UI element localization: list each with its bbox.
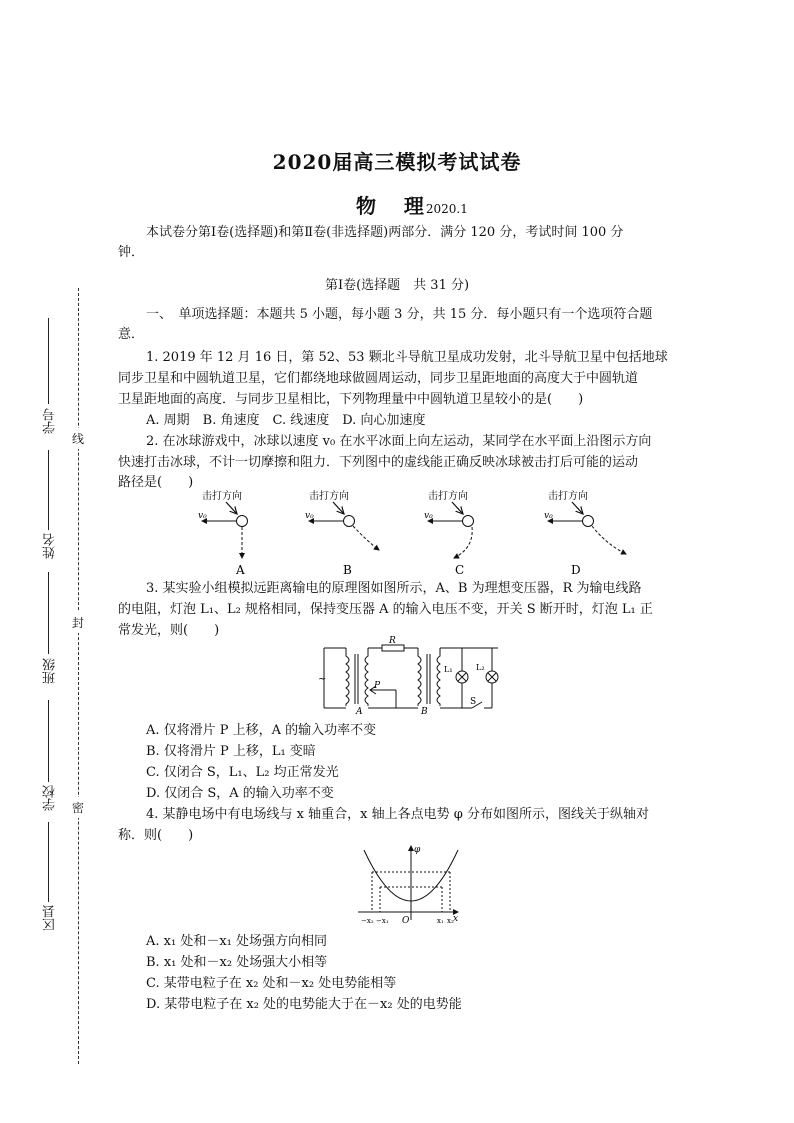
neg-x1-label: −x₁ [376, 917, 389, 925]
velocity-label: v₀ [305, 511, 314, 521]
transformer-a-label: A [356, 707, 363, 717]
field-label-school: 学校 [43, 785, 58, 811]
q4-option-a: A. x₁ 处和－x₁ 处场强方向相同 [146, 934, 328, 949]
q2-line-1: 2. 在冰球游戏中，冰球以速度 v₀ 在水平冰面上向左运动，某同学在水平面上沿图示方向 [146, 434, 652, 449]
velocity-label: v₀ [424, 511, 433, 521]
intro-line-1: 本试卷分第Ⅰ卷(选择题)和第Ⅱ卷(非选择题)两部分．满分 120 分，考试时间 100 分 [146, 225, 624, 240]
transformer-b-label: B [421, 707, 428, 717]
switch-label: S [470, 697, 477, 707]
q3-option-c: C. 仅闭合 S，L₁、L₂ 均正常发光 [146, 765, 339, 780]
field-blank-class[interactable] [48, 572, 49, 654]
x1-label: x₁ [437, 917, 444, 925]
q4-potential-graph [356, 842, 466, 926]
field-blank-district[interactable] [48, 822, 49, 902]
intro-line-2: 钟． [118, 245, 145, 260]
q4-line-1: 4. 某静电场中有电场线与 x 轴重合，x 轴上各点电势 φ 分布如图所示，图线关于纵轴对 [146, 807, 649, 822]
q2-line-3: 路径是( ) [118, 475, 194, 490]
subject-heading [356, 190, 468, 219]
seal-char-seal: 封 [72, 612, 84, 633]
subject-name: 物 理 [356, 194, 424, 218]
resistor-label: R [389, 636, 396, 646]
slider-label: P [374, 681, 381, 691]
hit-direction-label: 击打方向 [548, 491, 588, 502]
panel-label-c: C [455, 563, 465, 577]
phi-axis-label: φ [414, 845, 421, 855]
velocity-label: v₀ [544, 511, 553, 521]
field-label-name: 姓名 [43, 533, 58, 559]
hit-direction-label: 击打方向 [428, 491, 468, 502]
field-label-class: 班级 [43, 658, 58, 684]
field-blank-name[interactable] [48, 450, 49, 530]
q4-option-c: C. 某带电粒子在 x₂ 处和－x₂ 处电势能相等 [146, 976, 397, 991]
q2-panel-c [424, 489, 474, 577]
q3-line-2: 的电阻，灯泡 L₁、L₂ 规格相同，保持变压器 A 的输入电压不变，开关 S 断开时，灯泡 L₁ 正 [118, 602, 653, 617]
q4-option-b: B. x₁ 处和－x₂ 处场强大小相等 [146, 955, 328, 970]
q2-figure [180, 486, 660, 578]
field-blank-school[interactable] [48, 700, 49, 782]
panel-label-d: D [571, 563, 581, 577]
field-label-district: 区县 [43, 905, 58, 931]
lamp-1-label: L₁ [444, 665, 453, 674]
q4-option-d: D. 某带电粒子在 x₂ 处的电势能大于在－x₂ 处的电势能 [146, 997, 462, 1012]
q1-line-2: 同步卫星和中圆轨道卫星，它们都绕地球做圆周运动，同步卫星距地面的高度大于中圆轨道 [118, 371, 639, 386]
q3-option-b: B. 仅将滑片 P 上移，L₁ 变暗 [146, 744, 316, 759]
binding-dashed-line [78, 288, 79, 1064]
velocity-label: v₀ [198, 511, 207, 521]
q2-panel-b [305, 489, 379, 577]
q3-option-a: A. 仅将滑片 P 上移，A 的输入功率不变 [146, 723, 377, 738]
x-axis-label: x [453, 914, 459, 924]
hit-direction-label: 击打方向 [202, 491, 242, 502]
q4-line-2: 称．则( ) [118, 828, 194, 843]
seal-char-secret: 密 [72, 797, 84, 818]
q2-panel-d [544, 489, 626, 577]
q3-circuit-diagram [318, 636, 504, 717]
field-blank-student-id[interactable] [48, 318, 49, 404]
neg-x2-label: −x₂ [361, 917, 374, 925]
part1-heading-line-2: 意． [118, 327, 145, 342]
hit-direction-label: 击打方向 [309, 491, 349, 502]
q2-panel-a [198, 489, 248, 577]
seal-char-line: 线 [72, 428, 84, 449]
panel-label-b: B [343, 563, 352, 577]
q3-line-1: 3. 某实验小组模拟远距离输电的原理图如图所示，A、B 为理想变压器，R 为输电线路 [146, 581, 642, 596]
q3-option-d: D. 仅闭合 S，A 的输入功率不变 [146, 786, 334, 801]
q1-options: A. 周期 B. 角速度 C. 线速度 D. 向心加速度 [146, 413, 426, 428]
x2-label: x₂ [447, 917, 454, 925]
q1-line-3: 卫星距地面的高度．与同步卫星相比，下列物理量中中圆轨道卫星较小的是( ) [118, 392, 584, 407]
q2-line-2: 快速打击冰球，不计一切摩擦和阻力．下列图中的虚线能正确反映冰球被击打后可能的运动 [118, 455, 639, 470]
exam-date: 2020.1 [425, 202, 468, 216]
field-label-student-id: 学号 [43, 408, 58, 434]
q3-line-3: 常发光，则( ) [118, 623, 220, 638]
part1-heading-line-1: 一、 单项选择题：本题共 5 小题，每小题 3 分，共 15 分．每小题只有一个选项符合题 [146, 307, 653, 322]
origin-label: O [402, 916, 410, 926]
ac-source-symbol: ~ [318, 674, 327, 685]
lamp-2-label: L₂ [476, 663, 485, 672]
exam-title: 2020届高三模拟考试试卷 [272, 150, 522, 174]
section-title: 第Ⅰ卷(选择题 共 31 分) [324, 278, 470, 293]
q1-line-1: 1. 2019 年 12 月 16 日，第 52、53 颗北斗导航卫星成功发射，北斗导航卫星中包括地球 [146, 350, 668, 365]
panel-label-a: A [236, 563, 245, 577]
